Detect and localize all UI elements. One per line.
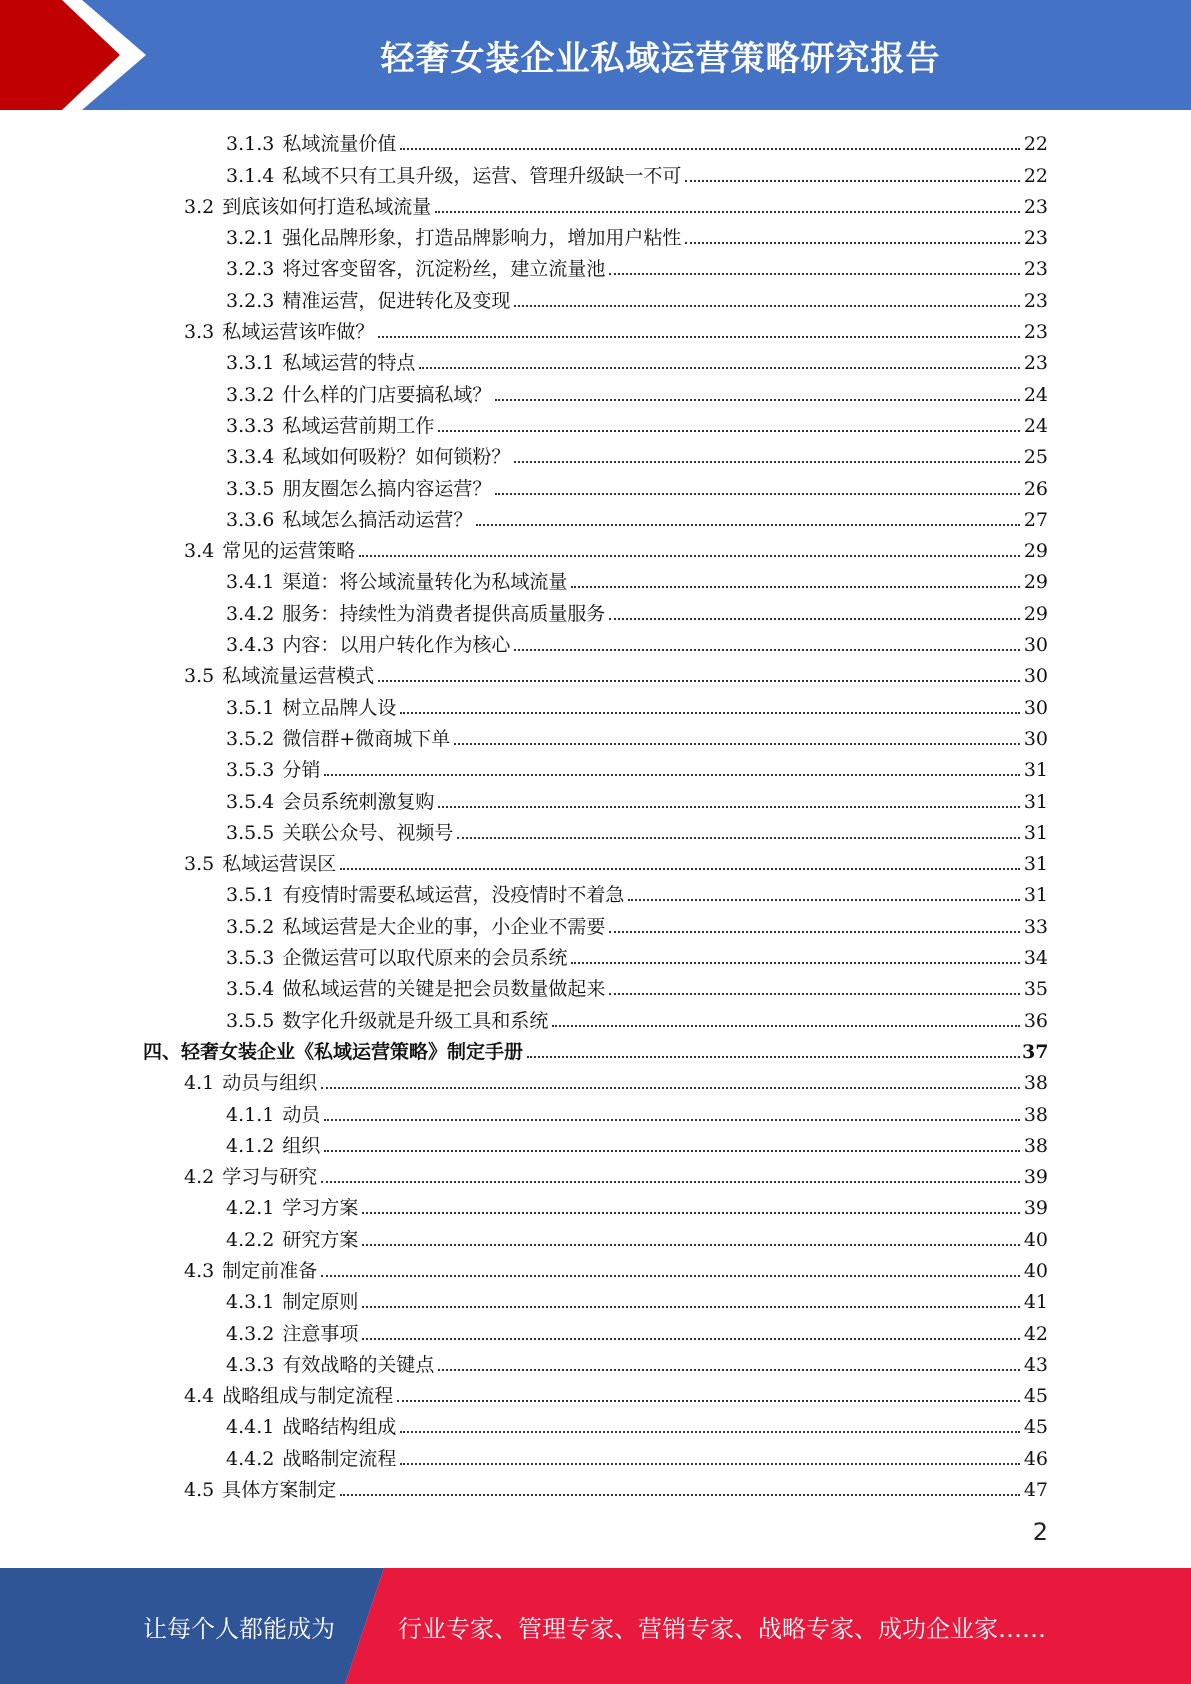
toc-dot-leader [378,680,1020,682]
toc-entry[interactable] [0,1473,1191,1504]
toc-entry[interactable] [0,1035,1191,1066]
toc-entry-title: 有效战略的关键点 [282,1353,435,1376]
toc-entry-title: 精准运营，促进转化及变现 [282,289,511,312]
toc-entry-title: 强化品牌形象，打造品牌影响力，增加用户粘性 [282,227,682,250]
toc-dot-leader [400,1431,1020,1433]
toc-entry-page: 23 [1023,289,1048,312]
toc-entry-title: 微信群+微商城下单 [282,727,451,750]
toc-entry-title: 企微运营可以取代原来的会员系统 [282,947,568,970]
toc-entry[interactable] [0,283,1191,314]
toc-entry[interactable] [0,1129,1191,1160]
toc-dot-leader [454,743,1020,745]
toc-entry-number: 3.4.1 [226,571,275,594]
toc-entry-page: 27 [1023,508,1048,531]
toc-dot-leader [552,1025,1020,1027]
toc-entry-number: 3.5.5 [226,1009,275,1032]
toc-entry-title: 私域流量价值 [282,133,397,156]
toc-entry-number: 4.4.1 [226,1416,275,1439]
toc-entry[interactable] [0,1066,1191,1097]
toc-entry-title: 常见的运营策略 [222,540,356,563]
toc-entry[interactable] [0,1222,1191,1253]
toc-entry-number: 4.1 [184,1072,215,1095]
toc-dot-leader [438,806,1020,808]
toc-entry[interactable] [0,690,1191,721]
toc-entry[interactable] [0,1379,1191,1410]
toc-dot-leader [685,180,1020,182]
toc-dot-leader [571,962,1020,964]
toc-entry-number: 3.2.1 [226,227,275,250]
toc-entry-number: 4.4 [184,1385,215,1408]
toc-entry-title: 研究方案 [282,1228,359,1251]
toc-entry[interactable] [0,784,1191,815]
toc-entry-page: 38 [1023,1103,1048,1126]
toc-entry-number: 3.3.6 [226,508,275,531]
toc-entry[interactable] [0,252,1191,283]
page-footer [0,1568,1191,1684]
toc-dot-leader [495,399,1020,401]
toc-dot-leader [609,273,1020,275]
toc-dot-leader [628,899,1020,901]
toc-entry-title: 注意事项 [282,1322,359,1345]
toc-entry-number: 4.3.3 [226,1353,275,1376]
toc-entry-number: 3.3.3 [226,414,275,437]
toc-entry-title: 服务：持续性为消费者提供高质量服务 [282,602,606,625]
toc-entry-number: 3.2.3 [226,289,275,312]
toc-entry-title: 会员系统刺激复购 [282,790,435,813]
toc-entry[interactable] [0,596,1191,627]
toc-entry[interactable] [0,534,1191,565]
toc-entry[interactable] [0,158,1191,189]
toc-dot-leader [514,305,1020,307]
toc-dot-leader [400,712,1020,714]
toc-dot-leader [324,1119,1020,1121]
toc-entry-page: 31 [1023,853,1048,876]
toc-entry-page: 23 [1023,195,1048,218]
toc-entry[interactable] [0,1003,1191,1034]
toc-entry-title: 做私域运营的关键是把会员数量做起来 [282,978,606,1001]
toc-entry-page: 25 [1023,446,1048,469]
toc-entry-page: 26 [1023,477,1048,500]
toc-entry[interactable] [0,878,1191,909]
toc-entry-page: 34 [1023,947,1048,970]
toc-entry-number: 4.1.1 [226,1103,275,1126]
toc-entry-title: 动员与组织 [222,1072,318,1095]
toc-dot-leader [495,493,1020,495]
toc-entry[interactable] [0,1316,1191,1347]
report-title: 轻奢女装企业私域运营策略研究报告 [380,38,941,79]
toc-entry-page: 30 [1023,696,1048,719]
toc-dot-leader [609,618,1020,620]
toc-entry-page: 31 [1023,759,1048,782]
toc-entry-number: 4.1.2 [226,1134,275,1157]
toc-entry[interactable] [0,1410,1191,1441]
toc-entry[interactable] [0,941,1191,972]
toc-entry-number: 4.5 [184,1479,215,1502]
toc-entry-page: 35 [1023,978,1048,1001]
toc-dot-leader [400,148,1020,150]
toc-entry[interactable] [0,628,1191,659]
toc-entry-title: 私域如何吸粉？如何锁粉？ [282,446,511,469]
toc-entry-page: 30 [1023,665,1048,688]
toc-entry-page: 30 [1023,727,1048,750]
toc-dot-leader [514,461,1020,463]
toc-entry-page: 42 [1023,1322,1048,1345]
toc-entry-number: 3.3.2 [226,383,275,406]
toc-entry-page: 47 [1023,1479,1048,1502]
toc-entry-number: 3.5.4 [226,790,275,813]
toc-entry-page: 29 [1023,602,1048,625]
toc-entry-page: 31 [1023,821,1048,844]
toc-entry[interactable] [0,346,1191,377]
toc-dot-leader [340,868,1020,870]
toc-dot-leader [609,931,1020,933]
toc-entry-title: 私域不只有工具升级，运营、管理升级缺一不可 [282,164,682,187]
toc-entry-title: 到底该如何打造私域流量 [222,195,432,218]
toc-entry-page: 30 [1023,634,1048,657]
toc-dot-leader [321,1087,1020,1089]
toc-entry-page: 36 [1023,1009,1048,1032]
toc-entry-number: 3.5.2 [226,727,275,750]
toc-entry-title: 关联公众号、视频号 [282,821,454,844]
toc-entry-page: 23 [1023,258,1048,281]
toc-dot-leader [362,1212,1020,1214]
toc-dot-leader [321,1181,1020,1183]
toc-entry-page: 31 [1023,790,1048,813]
toc-dot-leader [362,1244,1020,1246]
table-of-contents [0,127,1191,1504]
toc-entry[interactable] [0,127,1191,158]
toc-entry[interactable] [0,1160,1191,1191]
toc-entry-title: 私域运营前期工作 [282,414,435,437]
toc-dot-leader [438,1369,1020,1371]
toc-entry[interactable] [0,1097,1191,1128]
toc-entry-number: 3.1.3 [226,133,275,156]
toc-entry-page: 43 [1023,1353,1048,1376]
toc-dot-leader [457,837,1020,839]
toc-entry-title: 私域运营误区 [222,853,337,876]
toc-dot-leader [340,1494,1020,1496]
toc-dot-leader [321,1275,1020,1277]
toc-entry[interactable] [0,909,1191,940]
toc-entry[interactable] [0,315,1191,346]
toc-dot-leader [476,524,1020,526]
toc-entry-title: 将过客变留客，沉淀粉丝，建立流量池 [282,258,606,281]
toc-dot-leader [400,1463,1020,1465]
toc-entry-page: 29 [1023,540,1048,563]
toc-entry-title: 战略结构组成 [282,1416,397,1439]
toc-entry-title: 战略制定流程 [282,1447,397,1470]
toc-entry-number: 3.4.3 [226,634,275,657]
toc-entry-number: 3.5.5 [226,821,275,844]
toc-entry-number: 3.5.1 [226,884,275,907]
toc-dot-leader [514,649,1020,651]
toc-entry[interactable] [0,190,1191,221]
toc-entry-page: 23 [1023,352,1048,375]
toc-entry-title: 轻奢女装企业《私域运营策略》制定手册 [181,1040,524,1063]
toc-dot-leader [397,1400,1020,1402]
toc-dot-leader [438,430,1020,432]
toc-entry-page: 40 [1023,1259,1048,1282]
toc-entry-number: 3.5.4 [226,978,275,1001]
toc-entry-title: 渠道：将公域流量转化为私域流量 [282,571,568,594]
toc-entry[interactable] [0,1191,1191,1222]
toc-entry-title: 组织 [282,1134,321,1157]
toc-entry-title: 动员 [282,1103,321,1126]
toc-entry[interactable] [0,816,1191,847]
toc-entry-title: 学习方案 [282,1197,359,1220]
toc-entry-title: 分销 [282,759,321,782]
toc-entry-number: 3.5 [184,665,215,688]
toc-entry[interactable] [0,722,1191,753]
toc-entry-number: 4.2 [184,1166,215,1189]
toc-entry-page: 45 [1023,1416,1048,1439]
toc-entry-number: 3.3.5 [226,477,275,500]
toc-entry-title: 私域运营是大企业的事，小企业不需要 [282,915,606,938]
toc-entry-number: 4.4.2 [226,1447,275,1470]
toc-entry-page: 46 [1023,1447,1048,1470]
toc-entry-number: 4.3 [184,1259,215,1282]
toc-entry[interactable] [0,1254,1191,1285]
toc-entry-title: 私域怎么搞活动运营？ [282,508,473,531]
toc-entry-page: 31 [1023,884,1048,907]
toc-entry[interactable] [0,1441,1191,1472]
toc-entry-title: 私域运营的特点 [282,352,416,375]
toc-dot-leader [324,1150,1020,1152]
toc-entry[interactable] [0,565,1191,596]
toc-entry-number: 4.3.1 [226,1291,275,1314]
toc-entry-number: 3.5.3 [226,759,275,782]
toc-entry-page: 38 [1023,1134,1048,1157]
toc-entry-title: 树立品牌人设 [282,696,397,719]
toc-entry-page: 22 [1023,164,1048,187]
toc-entry-number: 3.5.2 [226,915,275,938]
toc-entry-title: 内容：以用户转化作为核心 [282,634,511,657]
toc-dot-leader [609,993,1020,995]
toc-entry-page: 29 [1023,571,1048,594]
toc-dot-leader [435,211,1020,213]
toc-entry[interactable] [0,503,1191,534]
toc-entry-number: 3.2 [184,195,215,218]
toc-entry-title: 有疫情时需要私域运营，没疫情时不着急 [282,884,625,907]
toc-entry-title: 数字化升级就是升级工具和系统 [282,1009,549,1032]
toc-entry-number: 4.2.2 [226,1228,275,1251]
toc-entry[interactable] [0,1348,1191,1379]
toc-entry-page: 39 [1023,1197,1048,1220]
toc-entry[interactable] [0,409,1191,440]
toc-dot-leader [527,1056,1020,1058]
toc-entry-page: 33 [1023,915,1048,938]
toc-entry-number: 3.5 [184,853,215,876]
toc-dot-leader [571,586,1020,588]
toc-entry-number: 3.3.1 [226,352,275,375]
toc-entry[interactable] [0,659,1191,690]
toc-entry-page: 24 [1023,383,1048,406]
page-number: 2 [1032,1518,1048,1546]
toc-entry[interactable] [0,221,1191,252]
page-header [0,0,1191,110]
toc-entry-number: 4.2.1 [226,1197,275,1220]
toc-dot-leader [362,1306,1020,1308]
toc-entry-number: 3.3.4 [226,446,275,469]
toc-dot-leader [324,774,1020,776]
toc-entry-number: 3.2.3 [226,258,275,281]
toc-entry-page: 24 [1023,414,1048,437]
toc-dot-leader [378,336,1020,338]
toc-dot-leader [419,367,1020,369]
toc-entry-number: 3.5.3 [226,947,275,970]
toc-entry-number: 3.5.1 [226,696,275,719]
toc-entry-page: 39 [1023,1166,1048,1189]
toc-dot-leader [685,242,1020,244]
toc-entry-page: 41 [1023,1291,1048,1314]
footer-slogan-right: 行业专家、管理专家、营销专家、战略专家、成功企业家…… [398,1614,1046,1643]
toc-entry-number: 3.4.2 [226,602,275,625]
toc-entry-page: 22 [1023,133,1048,156]
toc-entry[interactable] [0,1285,1191,1316]
toc-entry[interactable] [0,377,1191,408]
toc-entry[interactable] [0,753,1191,784]
toc-entry[interactable] [0,972,1191,1003]
toc-entry-number: 4.3.2 [226,1322,275,1345]
toc-entry-number: 3.4 [184,540,215,563]
toc-entry-title: 私域流量运营模式 [222,665,375,688]
toc-entry-number: 四、 [143,1040,182,1063]
toc-entry-page: 38 [1023,1072,1048,1095]
toc-entry[interactable] [0,440,1191,471]
toc-entry-title: 制定原则 [282,1291,359,1314]
toc-entry-title: 制定前准备 [222,1259,318,1282]
toc-entry[interactable] [0,847,1191,878]
toc-dot-leader [362,1338,1020,1340]
toc-entry-title: 什么样的门店要搞私域？ [282,383,492,406]
toc-entry-page: 23 [1023,227,1048,250]
footer-slogan-left: 让每个人都能成为 [143,1614,335,1643]
toc-entry-title: 私域运营该咋做？ [222,321,375,344]
toc-entry-page: 37 [1022,1040,1049,1063]
toc-entry-title: 朋友圈怎么搞内容运营？ [282,477,492,500]
toc-dot-leader [359,555,1020,557]
toc-entry-title: 学习与研究 [222,1166,318,1189]
toc-entry-title: 战略组成与制定流程 [222,1385,394,1408]
toc-entry-page: 45 [1023,1385,1048,1408]
toc-entry-page: 40 [1023,1228,1048,1251]
toc-entry-page: 23 [1023,321,1048,344]
toc-entry-number: 3.1.4 [226,164,275,187]
toc-entry[interactable] [0,471,1191,502]
toc-entry-title: 具体方案制定 [222,1479,337,1502]
toc-entry-number: 3.3 [184,321,215,344]
